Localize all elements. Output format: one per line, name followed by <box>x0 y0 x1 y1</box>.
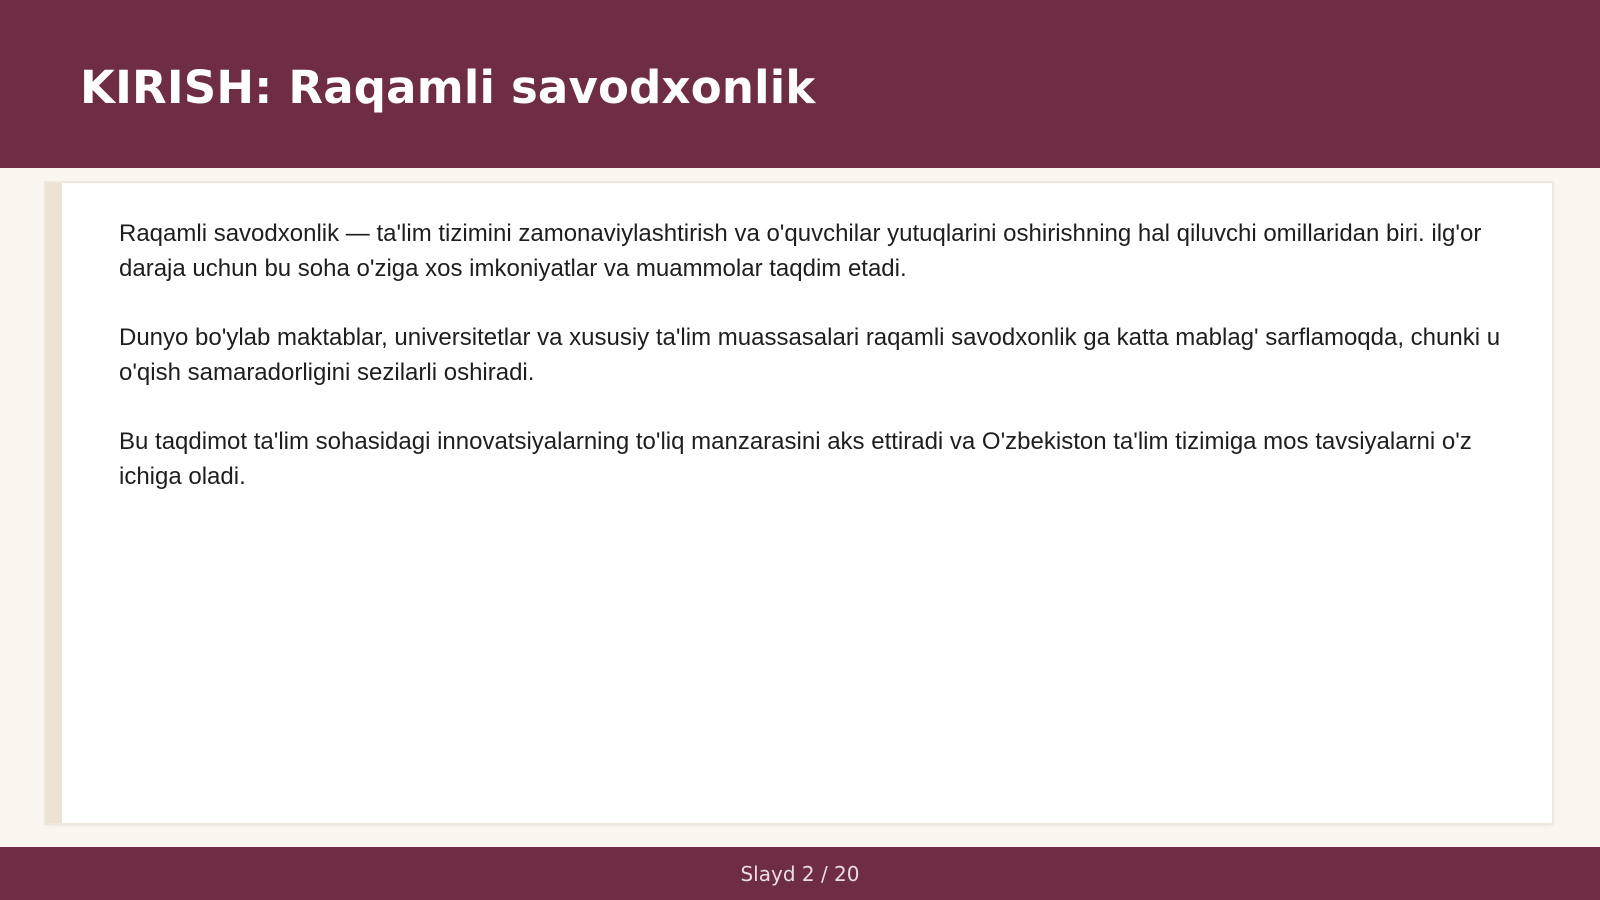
slide-counter: Slayd 2 / 20 <box>740 861 860 886</box>
content-card <box>46 183 1552 823</box>
paragraph-3: Bu taqdimot ta'lim sohasidagi innovatsiyalarning to'liq manzarasini aks ettiradi va O'zbekiston ta'lim tizimiga mos tavsiyalarni o'z ichiga oladi. <box>119 428 1472 490</box>
paragraph-1: Raqamli savodxonlik — ta'lim tizimini zamonaviylashtirish va o'quvchilar yutuqlarini oshirishning hal qiluvchi omillaridan biri. ilg'or daraja uchun bu soha o'ziga xos imkoniyatlar va muammolar taqdim etadi. <box>119 220 1482 282</box>
slide-header <box>0 0 1600 168</box>
slide-title: KIRISH: Raqamli savodxonlik <box>80 61 816 114</box>
paragraph-2: Dunyo bo'ylab maktablar, universitetlar va xususiy ta'lim muassasalari raqamli savodxonlik ga katta mablag' sarflamoqda, chunki u o'qish samaradorligini sezilarli oshiradi. <box>119 324 1501 386</box>
slide-footer <box>0 847 1600 900</box>
paragraph-list <box>119 216 1519 528</box>
